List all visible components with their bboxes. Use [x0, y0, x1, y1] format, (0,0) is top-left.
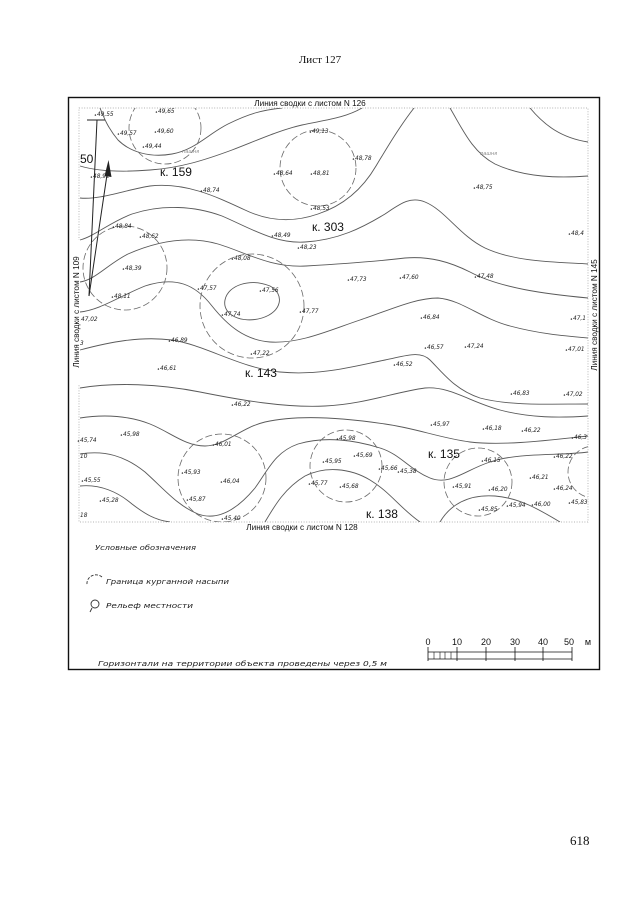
spot-height-label: 48,84 [115, 224, 132, 230]
spot-height-marker [566, 349, 567, 350]
spot-height-label: 45,98 [123, 432, 140, 438]
scale-tick-label: 30 [509, 637, 521, 647]
spot-height-label: 45,98 [339, 436, 356, 442]
spot-height-marker [260, 290, 261, 291]
scale-unit-label: м [584, 637, 592, 647]
spot-height-label: 46,22 [524, 428, 541, 434]
kurgan-label: к. 135 [428, 447, 460, 461]
spot-height-label: 45,66 [381, 466, 398, 472]
spot-height-marker [222, 518, 223, 519]
spot-height-label: 47,57 [200, 286, 217, 292]
spot-height-label: 46,15 [484, 458, 501, 464]
spot-height-label: 45,95 [325, 459, 342, 465]
spot-height-label: 48,08 [234, 256, 251, 262]
scale-tick-label: 20 [480, 637, 492, 647]
spot-height-marker [400, 277, 401, 278]
land-use-label: пашня [182, 149, 200, 155]
spot-height-marker [113, 226, 114, 227]
spot-height-marker [530, 477, 531, 478]
spot-height-label: 48,23 [300, 245, 317, 251]
spot-height-label: 45,87 [189, 497, 206, 503]
contour-line [80, 240, 588, 298]
spot-height-labels [80, 109, 588, 522]
spot-height-marker [169, 340, 170, 341]
contour-line [80, 108, 414, 220]
spot-height-marker [187, 499, 188, 500]
spot-height-label: 47,77 [302, 309, 319, 315]
spot-height-marker [337, 438, 338, 439]
spot-height-marker [354, 455, 355, 456]
spot-height-label: 47,24 [467, 344, 484, 350]
spot-height-label: 47,22 [253, 351, 270, 357]
spot-height-label: 47,48 [477, 274, 494, 280]
spot-height-marker [311, 208, 312, 209]
border-label-right: Линия сводки с листом N 145 [590, 259, 599, 371]
north-arrow [87, 120, 112, 296]
contour-line [450, 108, 588, 177]
spot-height-label: 46,00 [534, 502, 551, 508]
spot-height-label: 46,57 [427, 345, 444, 351]
spot-height-label: 49,44 [145, 144, 162, 150]
spot-height-label: 47,60 [402, 275, 419, 281]
spot-height-marker [479, 509, 480, 510]
spot-height-label: 46,84 [423, 315, 440, 321]
spot-height-label: 45,91 [455, 484, 472, 490]
kurgan-boundary [200, 254, 304, 358]
spot-height-marker [309, 483, 310, 484]
spot-height-marker [353, 158, 354, 159]
scale-tick-label: 0 [425, 637, 431, 647]
relief-icon-circle [91, 600, 99, 608]
contour-interval-note: Горизонтали на территории объекта проведены через 0,5 м [98, 659, 388, 668]
spot-height-label: 45,68 [342, 484, 359, 490]
contour-line [80, 385, 588, 418]
scale-tick-label: 10 [451, 637, 463, 647]
spot-height-marker [453, 486, 454, 487]
spot-height-label: 48,11 [114, 294, 131, 300]
kurgan-boundary [568, 446, 620, 498]
spot-height-marker [569, 233, 570, 234]
spot-height-marker [323, 461, 324, 462]
spot-height-label: 48,49 [274, 233, 291, 239]
spot-height-marker [82, 480, 83, 481]
kurgan-boundaries [83, 92, 620, 522]
spot-height-marker [569, 502, 570, 503]
sheet-title: Лист 127 [298, 54, 342, 66]
edge-fragment-label: 3 [80, 341, 84, 347]
kurgan-boundary [280, 130, 356, 206]
spot-height-marker [123, 268, 124, 269]
spot-height-marker [310, 131, 311, 132]
spot-height-label: 49,65 [158, 109, 175, 115]
spot-height-label: 49,57 [120, 131, 137, 137]
spot-height-marker [564, 394, 565, 395]
scale-tick-label: 40 [537, 637, 549, 647]
legend-title: Условные обозначения [95, 543, 197, 552]
spot-height-marker [507, 505, 508, 506]
spot-height-marker [311, 173, 312, 174]
relief-icon [90, 600, 99, 612]
page-number: 618 [570, 833, 590, 848]
spot-height-marker [474, 187, 475, 188]
spot-height-label: 46,22 [234, 402, 251, 408]
contour-line [80, 486, 170, 522]
spot-height-marker [272, 235, 273, 236]
scale-tick-label: 50 [563, 637, 575, 647]
spot-height-label: 47,1 [573, 316, 586, 322]
spot-height-marker [340, 486, 341, 487]
spot-height-label: 45,93 [184, 470, 201, 476]
spot-height-label: 49,55 [97, 112, 114, 118]
spot-height-label: 48,92 [93, 174, 110, 180]
spot-height-label: 46,89 [171, 338, 188, 344]
spot-height-marker [398, 471, 399, 472]
spot-height-marker [182, 472, 183, 473]
spot-height-label: 46,61 [160, 366, 177, 372]
spot-height-marker [554, 456, 555, 457]
spot-height-marker [112, 296, 113, 297]
spot-height-marker [532, 504, 533, 505]
spot-height-label: 45,69 [356, 453, 373, 459]
spot-height-marker [300, 311, 301, 312]
contour-line [440, 496, 560, 522]
spot-height-label: 46,83 [513, 391, 530, 397]
spot-height-marker [118, 133, 119, 134]
border-label-bottom: Линия сводки с листом N 128 [246, 523, 358, 532]
spot-height-label: 45,38 [400, 469, 417, 475]
spot-height-label: 48,78 [355, 156, 372, 162]
spot-height-label: 46,24 [556, 486, 573, 492]
spot-height-label: 47,01 [568, 347, 585, 353]
spot-height-label: 48,62 [142, 234, 159, 240]
spot-height-marker [298, 247, 299, 248]
border-label-left: Линия сводки с листом N 109 [72, 256, 81, 368]
spot-height-label: 45,97 [433, 422, 450, 428]
spot-height-label: 45,77 [311, 481, 328, 487]
spot-height-label: 46,20 [491, 487, 508, 493]
spot-height-label: 48,53 [313, 206, 330, 212]
border-label-top: Линия сводки с листом N 126 [254, 99, 366, 108]
spot-height-label: 46,52 [396, 362, 413, 368]
spot-height-label: 47,73 [350, 277, 367, 283]
spot-height-marker [554, 488, 555, 489]
spot-height-label: 46,01 [215, 442, 232, 448]
spot-height-label: 48,75 [476, 185, 493, 191]
spot-height-label: 46,18 [485, 426, 502, 432]
spot-height-marker [465, 346, 466, 347]
contour-line [530, 108, 588, 142]
spot-height-label: 45,94 [509, 503, 526, 509]
spot-height-label: 49,13 [312, 129, 329, 135]
spot-height-marker [78, 440, 79, 441]
spot-height-marker [425, 347, 426, 348]
spot-height-marker [158, 368, 159, 369]
legend-item-label: Рельеф местности [106, 601, 194, 610]
spot-height-marker [572, 437, 573, 438]
scale-bar [425, 637, 591, 661]
spot-height-marker [232, 258, 233, 259]
relief-icon-tail [90, 608, 92, 612]
contour-line [80, 108, 362, 171]
spot-height-marker [483, 428, 484, 429]
kurgan-label: к. 159 [160, 165, 192, 179]
spot-height-label: 47,02 [81, 317, 98, 323]
spot-height-marker [348, 279, 349, 280]
spot-height-marker [431, 424, 432, 425]
spot-height-label: 45,85 [481, 507, 498, 513]
kurgan-label: к. 303 [312, 220, 344, 234]
kurgan-label: к. 138 [366, 507, 398, 521]
spot-height-label: 46,04 [223, 479, 240, 485]
spot-height-marker [155, 131, 156, 132]
spot-height-label: 45,55 [84, 478, 101, 484]
spot-height-marker [482, 460, 483, 461]
spot-height-label: 49,60 [157, 129, 174, 135]
spot-height-marker [221, 481, 222, 482]
spot-height-marker [522, 430, 523, 431]
spot-height-label: 45,40 [224, 516, 241, 522]
spot-height-label: 48,74 [203, 188, 220, 194]
spot-height-marker [394, 364, 395, 365]
kurgan-label: к. 143 [245, 366, 277, 380]
spot-height-marker [95, 114, 96, 115]
spot-height-marker [511, 393, 512, 394]
spot-height-marker [421, 317, 422, 318]
spot-height-marker [156, 111, 157, 112]
spot-height-label: 46,21 [532, 475, 549, 481]
spot-height-label: 45,28 [102, 498, 119, 504]
legend-item-label: Граница курганной насыпи [106, 577, 230, 586]
spot-height-marker [140, 236, 141, 237]
spot-height-marker [213, 444, 214, 445]
spot-height-label: 47,02 [566, 392, 583, 398]
spot-height-marker [274, 173, 275, 174]
spot-height-marker [91, 176, 92, 177]
spot-height-label: 46,3 [574, 435, 587, 441]
spot-height-label: 48,64 [276, 171, 293, 177]
spot-height-marker [379, 468, 380, 469]
contour-line [80, 282, 588, 342]
contour-line [80, 416, 588, 446]
edge-fragment-label: 50 [80, 152, 94, 166]
spot-height-marker [232, 404, 233, 405]
spot-height-label: 45,74 [80, 438, 97, 444]
spot-height-label: 48,4 [571, 231, 584, 237]
spot-height-label: 47,74 [224, 312, 241, 318]
spot-height-marker [475, 276, 476, 277]
kurgan-boundary-icon [87, 575, 102, 585]
spot-height-marker [100, 500, 101, 501]
legend [87, 543, 388, 668]
spot-height-marker [222, 314, 223, 315]
spot-height-label: 47,56 [262, 288, 279, 294]
spot-height-marker [198, 288, 199, 289]
edge-fragment-label: 10 [80, 454, 88, 460]
edge-fragment-label: 18 [80, 513, 88, 519]
spot-height-label: 48,81 [313, 171, 330, 177]
spot-height-marker [121, 434, 122, 435]
spot-height-marker [571, 318, 572, 319]
spot-height-marker [143, 146, 144, 147]
spot-height-marker [201, 190, 202, 191]
spot-height-marker [251, 353, 252, 354]
land-use-label: пашня [480, 151, 498, 157]
spot-height-label: 45,83 [571, 500, 588, 506]
spot-height-label: 46,22 [556, 454, 573, 460]
spot-height-label: 48,39 [125, 266, 142, 272]
spot-height-marker [489, 489, 490, 490]
